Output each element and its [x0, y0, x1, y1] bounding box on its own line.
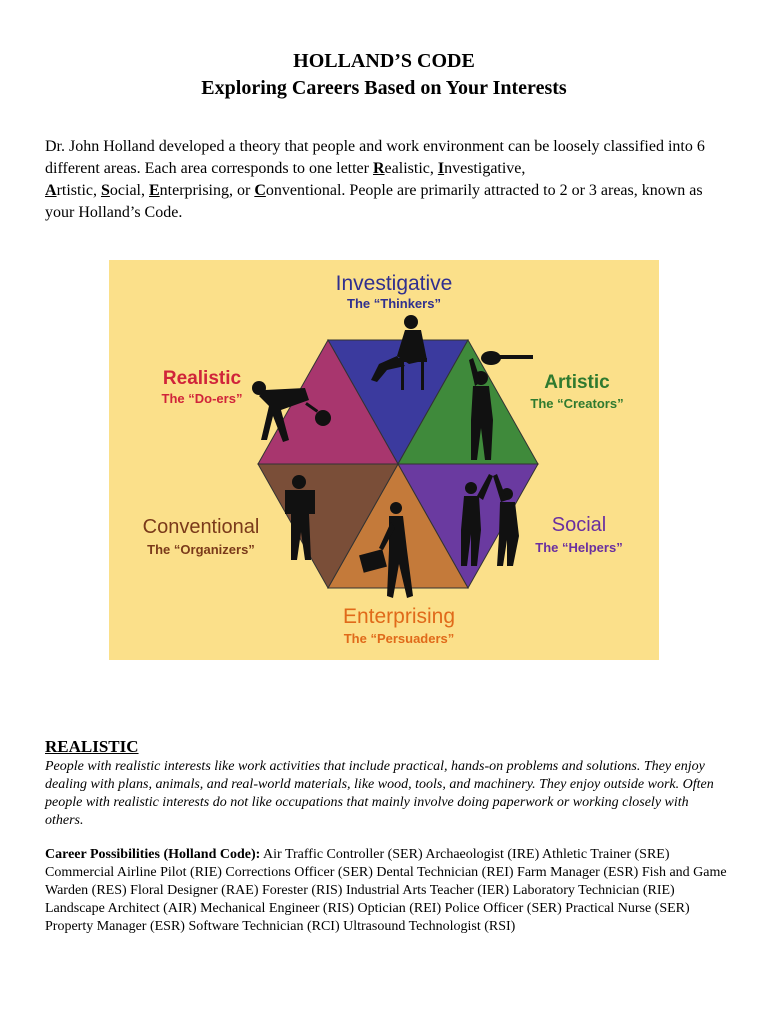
nickname-enterprising: The “Persuaders”: [343, 631, 455, 646]
intro-text-fragment: Dr. John Holland developed a theory that people and work environment can be loosely classified into 6 different areas. Each area corresponds to one letter: [45, 138, 705, 177]
careers-label: Career Possibilities (Holland Code):: [45, 847, 261, 862]
intro-text-fragment: ocial,: [109, 182, 149, 199]
label-enterprising: Enterprising: [342, 605, 456, 628]
intro-text-fragment: nvestigative,: [444, 160, 526, 177]
intro-text-fragment: ealistic,: [384, 160, 438, 177]
nickname-artistic: The “Creators”: [530, 396, 624, 411]
realistic-heading: REALISTIC: [45, 737, 139, 756]
page-subtitle: Exploring Careers Based on Your Interests: [201, 77, 567, 99]
nickname-investigative: The “Thinkers”: [347, 296, 441, 311]
intro-paragraph: [45, 136, 725, 224]
intro-text-fragment: nterprising, or: [159, 182, 255, 199]
careers-list: Air Traffic Controller (SER) Archaeologist (IRE) Athletic Trainer (SRE) Commercial Airline Pilot (RIE) Corrections Officer (SER) Dental Technician (REI) Farm Manager (ESR) Fish and Game Warden (RES) Floral Designer (RAE) Forester (RIS) Industrial Arts Teacher (IER) Laboratory Technician (RIE) Landscape Architect (AIR) Mechanical Engineer (RIS) Optician (REI) Police Officer (SER) Practical Nurse (SER) Property Manager (ESR) Software Technician (RCI) Ultrasound Technologist (RSI): [45, 847, 727, 934]
intro-text-fragment: A: [45, 182, 57, 199]
label-conventional: Conventional: [142, 516, 260, 538]
intro-text-fragment: C: [254, 182, 266, 199]
label-investigative: Investigative: [335, 272, 453, 295]
page-title: HOLLAND’S CODE: [293, 50, 475, 72]
nickname-conventional: The “Organizers”: [147, 542, 255, 557]
intro-text-fragment: I: [437, 160, 445, 177]
label-social: Social: [551, 514, 607, 536]
holland-hexagon-diagram: [109, 260, 659, 660]
realistic-description: People with realistic interests like work activities that include practical, hands-on problems and solutions. They enjoy dealing with plans, animals, and real-world materials, like wood, tools, and machinery. They enjoy outside work. Often people with realistic interests do not like occupations that mainly involve doing paperwork or working closely with others.: [45, 759, 714, 828]
label-realistic: Realistic: [162, 368, 242, 389]
intro-text-fragment: R: [372, 160, 385, 177]
intro-text-fragment: rtistic,: [56, 182, 101, 199]
nickname-social: The “Helpers”: [535, 540, 623, 555]
intro-text-fragment: S: [101, 182, 110, 199]
realistic-careers: [45, 846, 730, 936]
nickname-realistic: The “Do-ers”: [161, 391, 243, 406]
intro-text-fragment: E: [149, 182, 160, 199]
label-artistic: Artistic: [544, 372, 610, 393]
intro-text-fragment: onventional. People are primarily attracted to 2 or 3 areas, known as your Holland’s Code.: [45, 182, 703, 221]
